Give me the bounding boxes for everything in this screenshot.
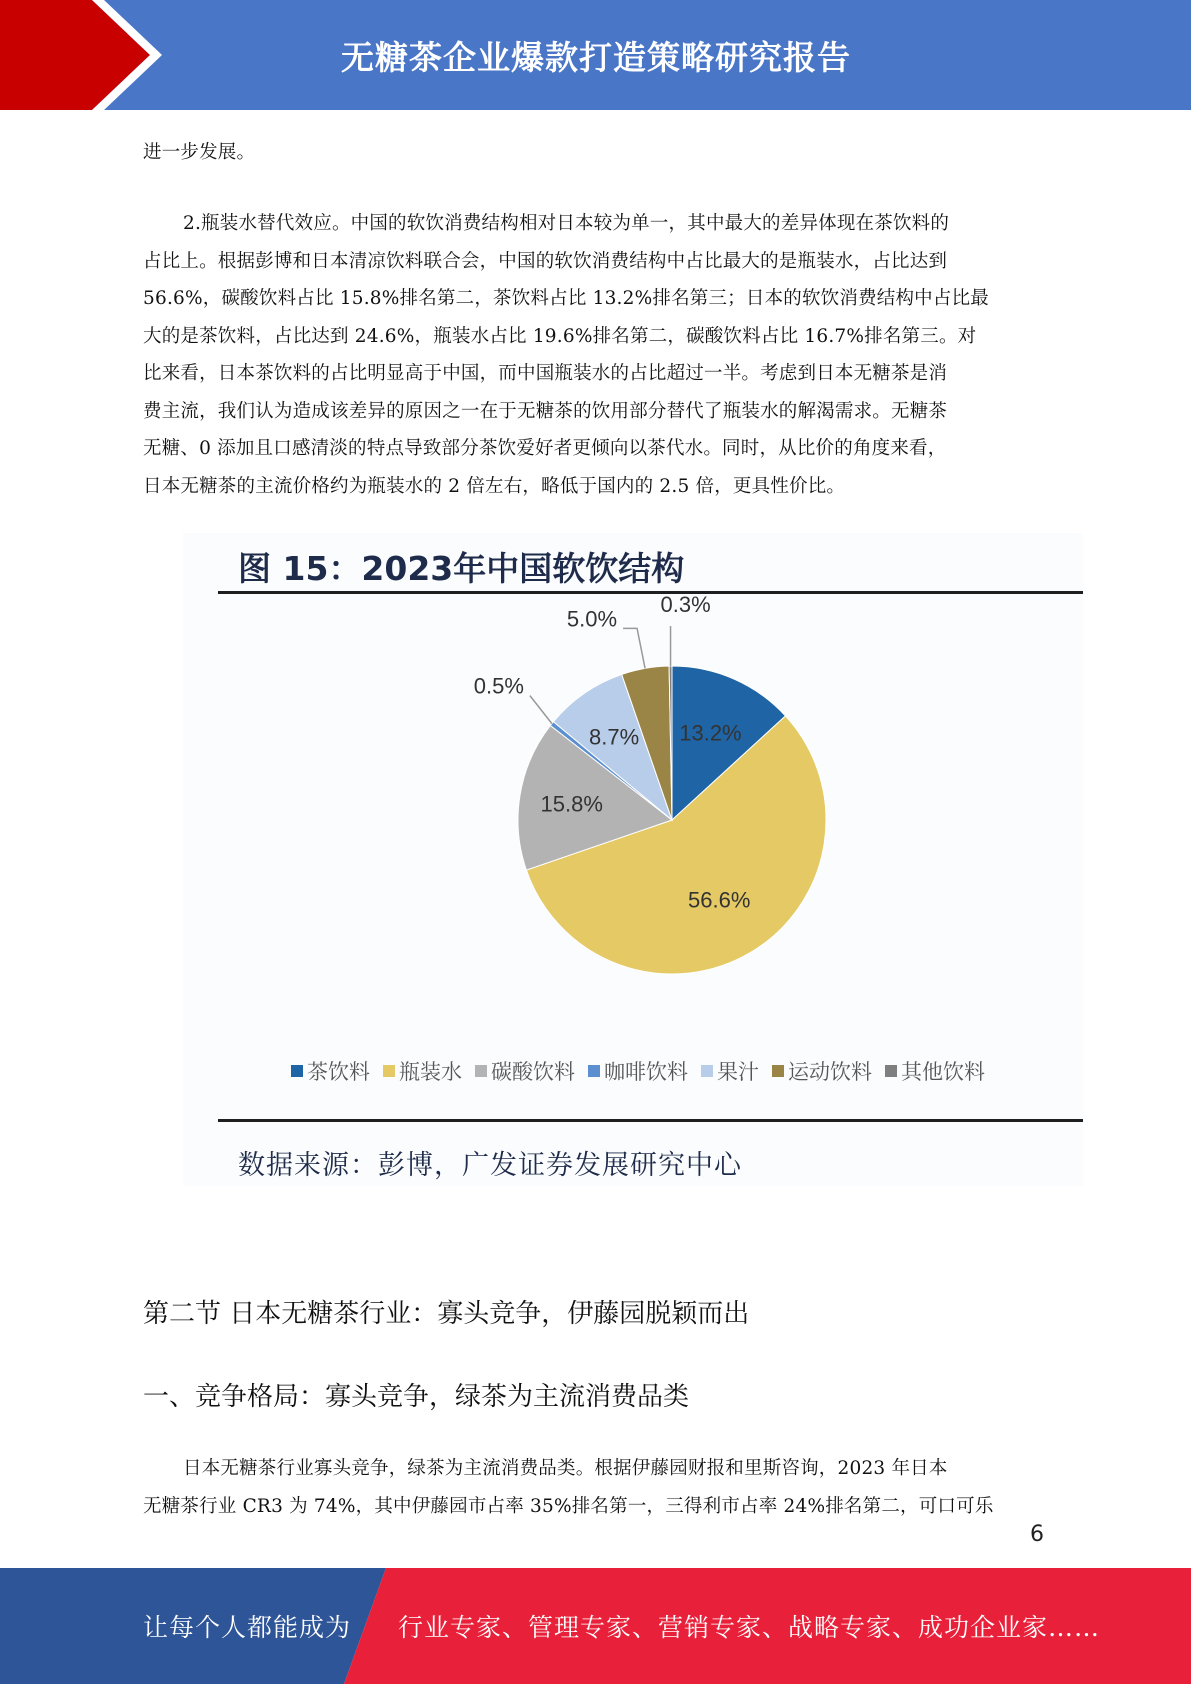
paragraph-continuation: 进一步发展。 (143, 142, 256, 163)
legend-item (291, 1056, 370, 1086)
paragraph-bottled-water (143, 205, 1048, 505)
paragraph-line: 大的是茶饮料，占比达到 24.6%，瓶装水占比 19.6%排名第二，碳酸饮料占比 16.7%排名第三。对 (143, 325, 977, 347)
pie-data-label: 0.5% (473, 673, 524, 699)
legend-swatch (291, 1065, 303, 1077)
legend-item (475, 1056, 575, 1086)
page-footer (0, 1568, 1191, 1684)
pie-data-label: 0.3% (660, 593, 711, 618)
paragraph-line: 比来看，日本茶饮料的占比明显高于中国，而中国瓶装水的占比超过一半。考虑到日本无糖茶是消 (143, 363, 948, 384)
section-heading: 第二节 日本无糖茶行业：寡头竞争，伊藤园脱颖而出 (143, 1299, 750, 1329)
legend-item (383, 1056, 462, 1086)
chart-bottom-rule (218, 1119, 1083, 1122)
paragraph-line: 56.6%，碳酸饮料占比 15.8%排名第二，茶饮料占比 13.2%排名第三；日本的软饮消费结构中占比最 (143, 288, 989, 309)
report-title: 无糖茶企业爆款打造策略研究报告 (341, 37, 851, 77)
legend-label: 咖啡饮料 (604, 1060, 688, 1084)
chart-figure (183, 533, 1083, 1186)
legend-label: 瓶装水 (399, 1060, 462, 1084)
pie-data-label: 56.6% (688, 887, 751, 913)
legend-swatch (588, 1065, 600, 1077)
chart-source: 数据来源：彭博，广发证券发展研究中心 (238, 1150, 742, 1181)
legend-swatch (475, 1065, 487, 1077)
paragraph-line: 日本无糖茶行业寡头竞争，绿茶为主流消费品类。根据伊藤园财报和里斯咨询，2023 年日本 (183, 1458, 948, 1479)
page-header (0, 0, 1191, 110)
paragraph-line: 无糖、0 添加且口感清淡的特点导致部分茶饮爱好者更倾向以茶代水。同时，从比价的角度来看， (143, 438, 947, 459)
pie-leader-line (623, 628, 645, 668)
pie-data-label: 8.7% (589, 724, 640, 750)
footer-slogan-left: 让每个人都能成为 (143, 1613, 352, 1642)
chart-title: 图 15：2023年中国软饮结构 (238, 549, 685, 588)
legend-item (885, 1056, 985, 1086)
paragraph-line: 费主流，我们认为造成该差异的原因之一在于无糖茶的饮用部分替代了瓶装水的解渴需求。无糖茶 (143, 400, 948, 422)
legend-label: 运动饮料 (788, 1060, 872, 1084)
legend-label: 碳酸饮料 (491, 1060, 575, 1084)
paragraph-competition (143, 1450, 1048, 1525)
legend-item (701, 1056, 759, 1086)
legend-swatch (701, 1065, 713, 1077)
pie-data-label: 5.0% (566, 606, 618, 632)
chart-legend (291, 1053, 1081, 1089)
footer-slogan-right: 行业专家、管理专家、营销专家、战略专家、成功企业家…… (398, 1613, 1101, 1642)
pie-data-label: 13.2% (679, 720, 742, 746)
legend-label: 果汁 (717, 1060, 759, 1084)
pie-leader-line (530, 696, 552, 724)
legend-swatch (885, 1065, 897, 1077)
pie-chart (183, 593, 1083, 1053)
legend-item (772, 1056, 872, 1086)
paragraph-line: 无糖茶行业 CR3 为 74%，其中伊藤园市占率 35%排名第一，三得利市占率 24%排名第二，可口可乐 (143, 1495, 994, 1517)
pie-data-label: 15.8% (540, 791, 603, 817)
paragraph-line: 日本无糖茶的主流价格约为瓶装水的 2 倍左右，略低于国内的 2.5 倍，更具性价比。 (143, 475, 846, 497)
subsection-heading: 一、竞争格局：寡头竞争，绿茶为主流消费品类 (143, 1382, 690, 1412)
paragraph-line: 2.瓶装水替代效应。中国的软饮消费结构相对日本较为单一，其中最大的差异体现在茶饮料的 (183, 213, 950, 234)
page-number: 6 (1030, 1522, 1044, 1547)
legend-label: 其他饮料 (901, 1060, 985, 1084)
legend-item (588, 1056, 688, 1086)
legend-swatch (772, 1065, 784, 1077)
legend-label: 茶饮料 (307, 1060, 370, 1084)
paragraph-line: 占比上。根据彭博和日本清凉饮料联合会，中国的软饮消费结构中占比最大的是瓶装水，占比达到 (143, 250, 948, 272)
legend-swatch (383, 1065, 395, 1077)
